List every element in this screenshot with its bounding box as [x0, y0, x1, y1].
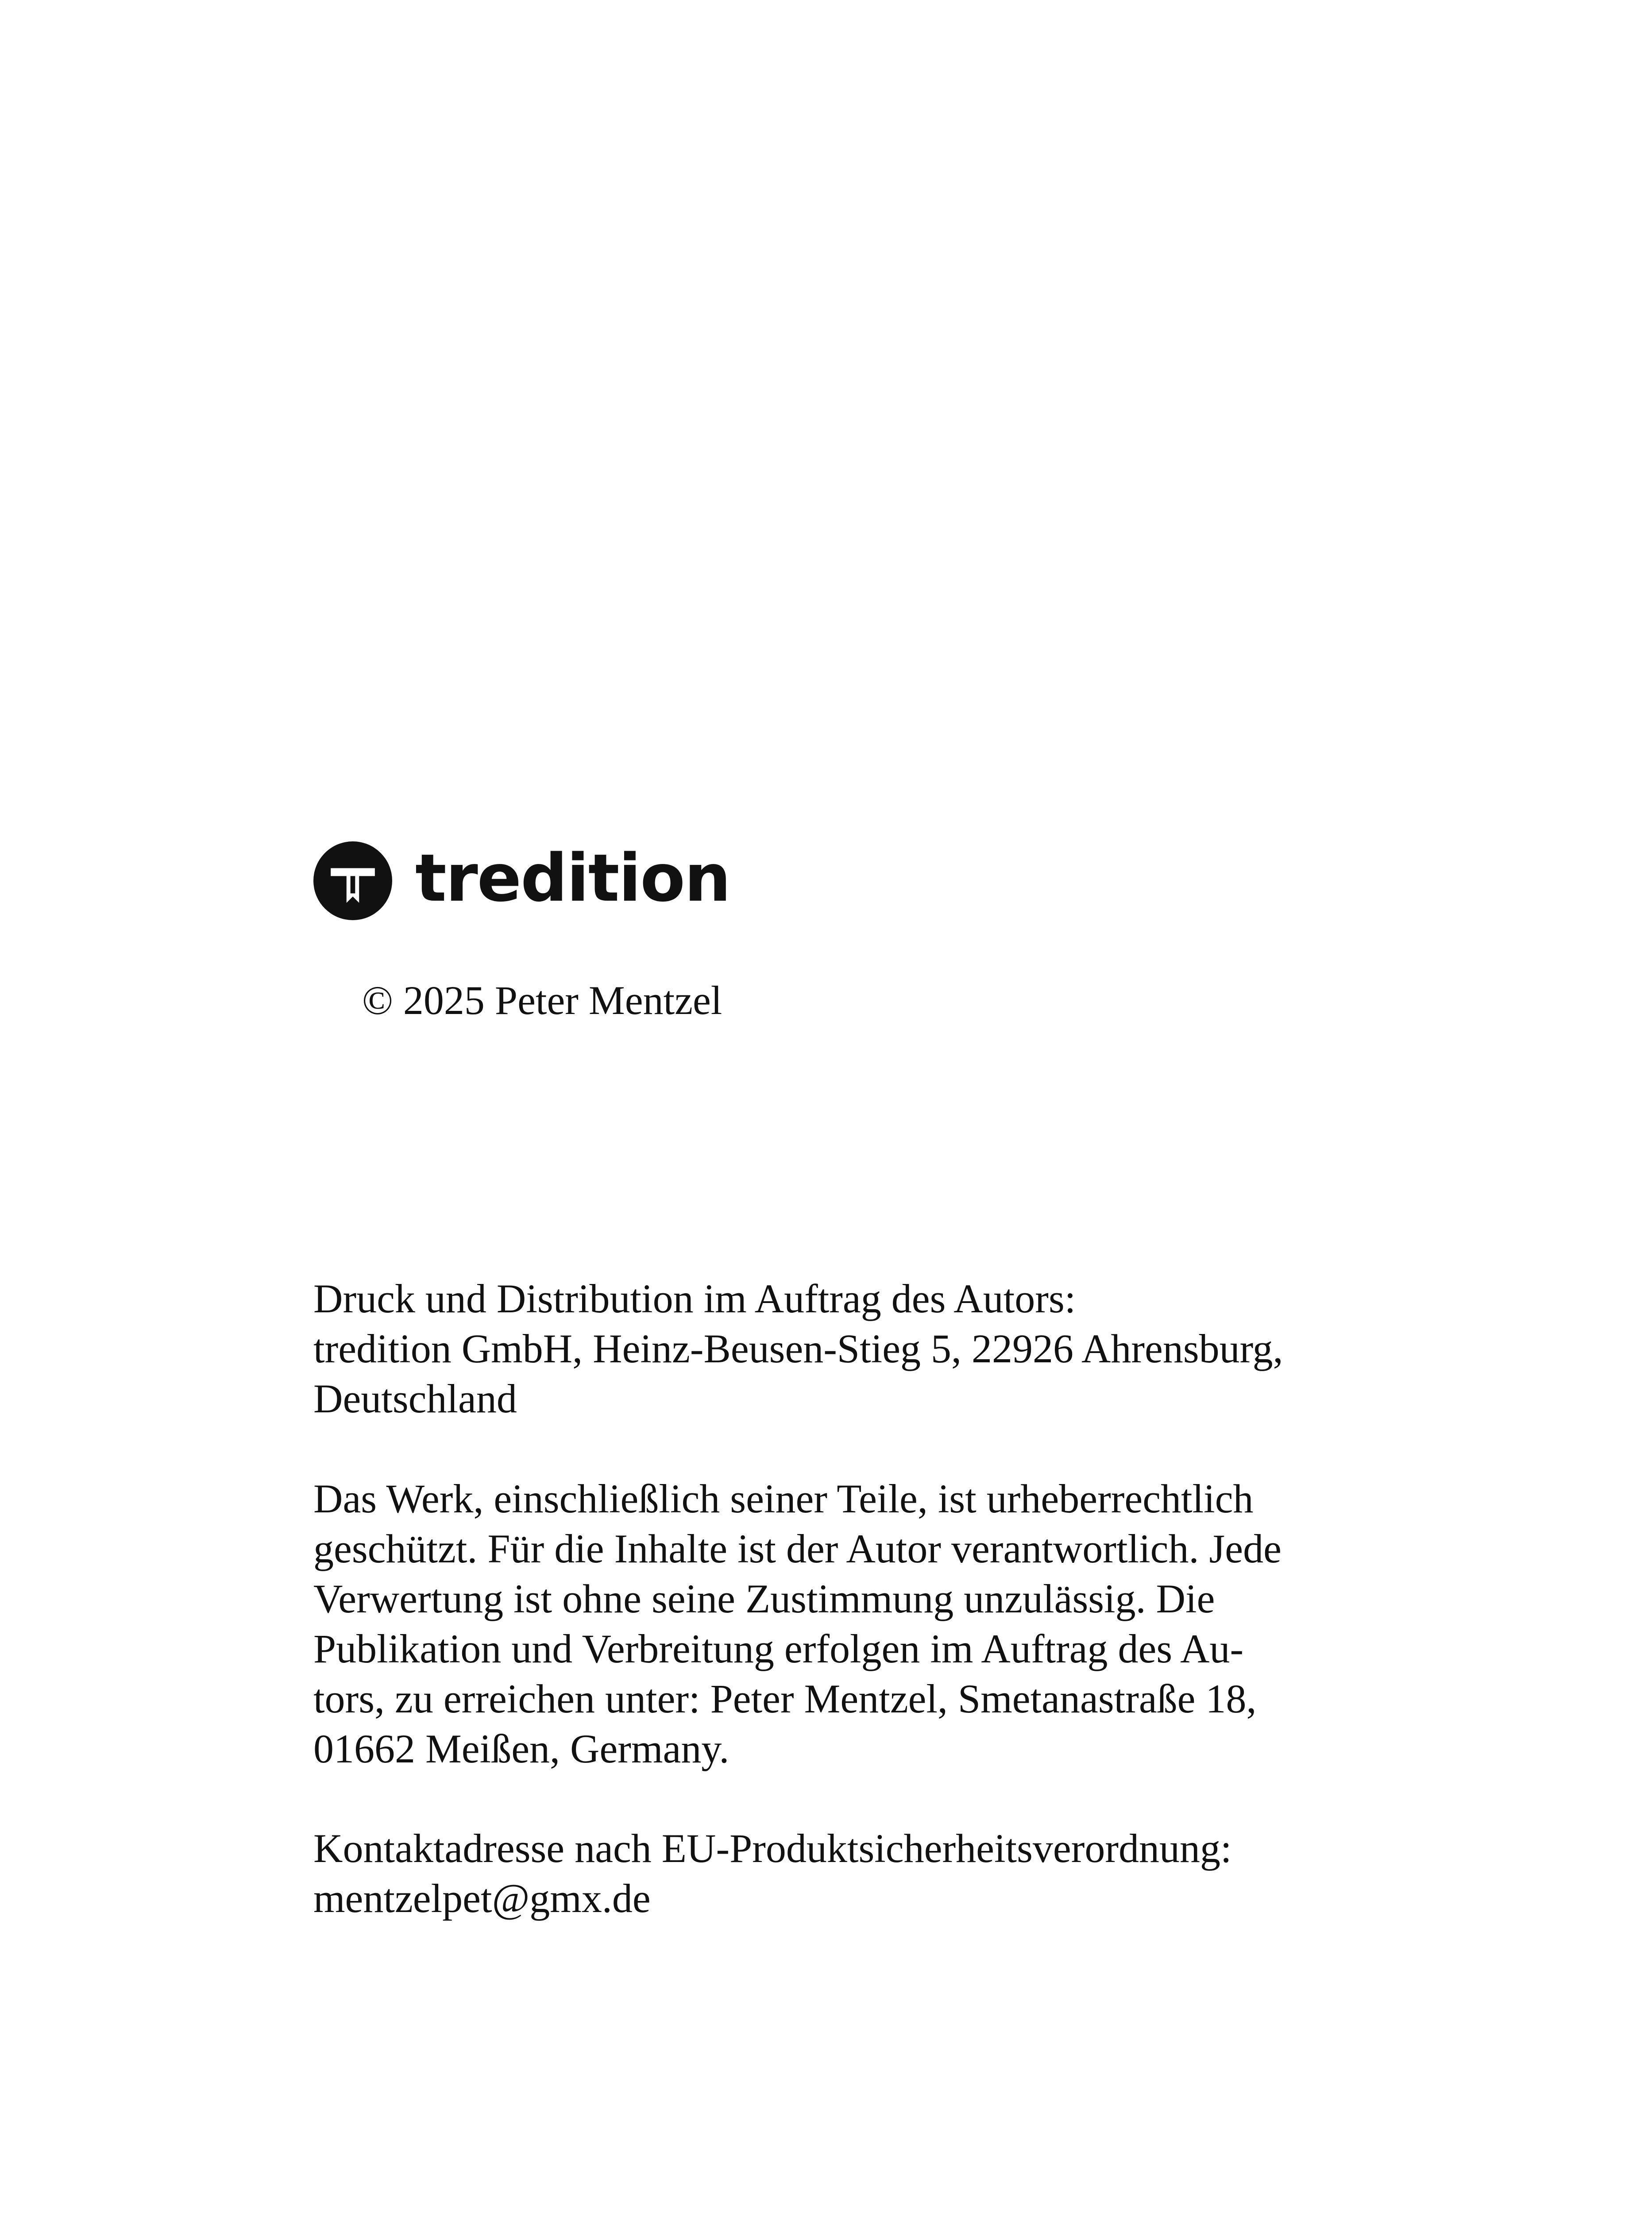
distribution-line: Deutschland	[313, 1376, 517, 1421]
legal-line: Das Werk, einschließlich seiner Teile, ist urheberrechtlich	[313, 1476, 1254, 1521]
contact-block	[313, 1824, 1376, 1924]
legal-line: Verwertung ist ohne seine Zustimmung unzulässig. Die	[313, 1576, 1215, 1621]
publisher-name: tredition	[415, 840, 730, 916]
contact-label: Kontaktadresse nach EU-Produktsicherheitsverordnung:	[313, 1826, 1232, 1871]
legal-line: tors, zu erreichen unter: Peter Mentzel, Smetanastraße 18,	[313, 1676, 1257, 1721]
legal-line: Publikation und Verbreitung erfolgen im Auftrag des Au-	[313, 1626, 1244, 1671]
tredition-logo-icon	[313, 841, 392, 920]
legal-notice-block	[313, 1474, 1376, 1774]
copyright-notice: © 2025 Peter Mentzel	[362, 978, 722, 1023]
legal-line: geschützt. Für die Inhalte ist der Autor verantwortlich. Jede	[313, 1526, 1281, 1571]
contact-email: mentzelpet@gmx.de	[313, 1876, 651, 1921]
distribution-block	[313, 1274, 1376, 1424]
legal-line: 01662 Meißen, Germany.	[313, 1726, 730, 1771]
distribution-line: Druck und Distribution im Auftrag des Autors:	[313, 1276, 1076, 1321]
publisher-logo	[313, 841, 730, 921]
distribution-line: tredition GmbH, Heinz-Beusen-Stieg 5, 22926 Ahrensburg,	[313, 1326, 1283, 1371]
